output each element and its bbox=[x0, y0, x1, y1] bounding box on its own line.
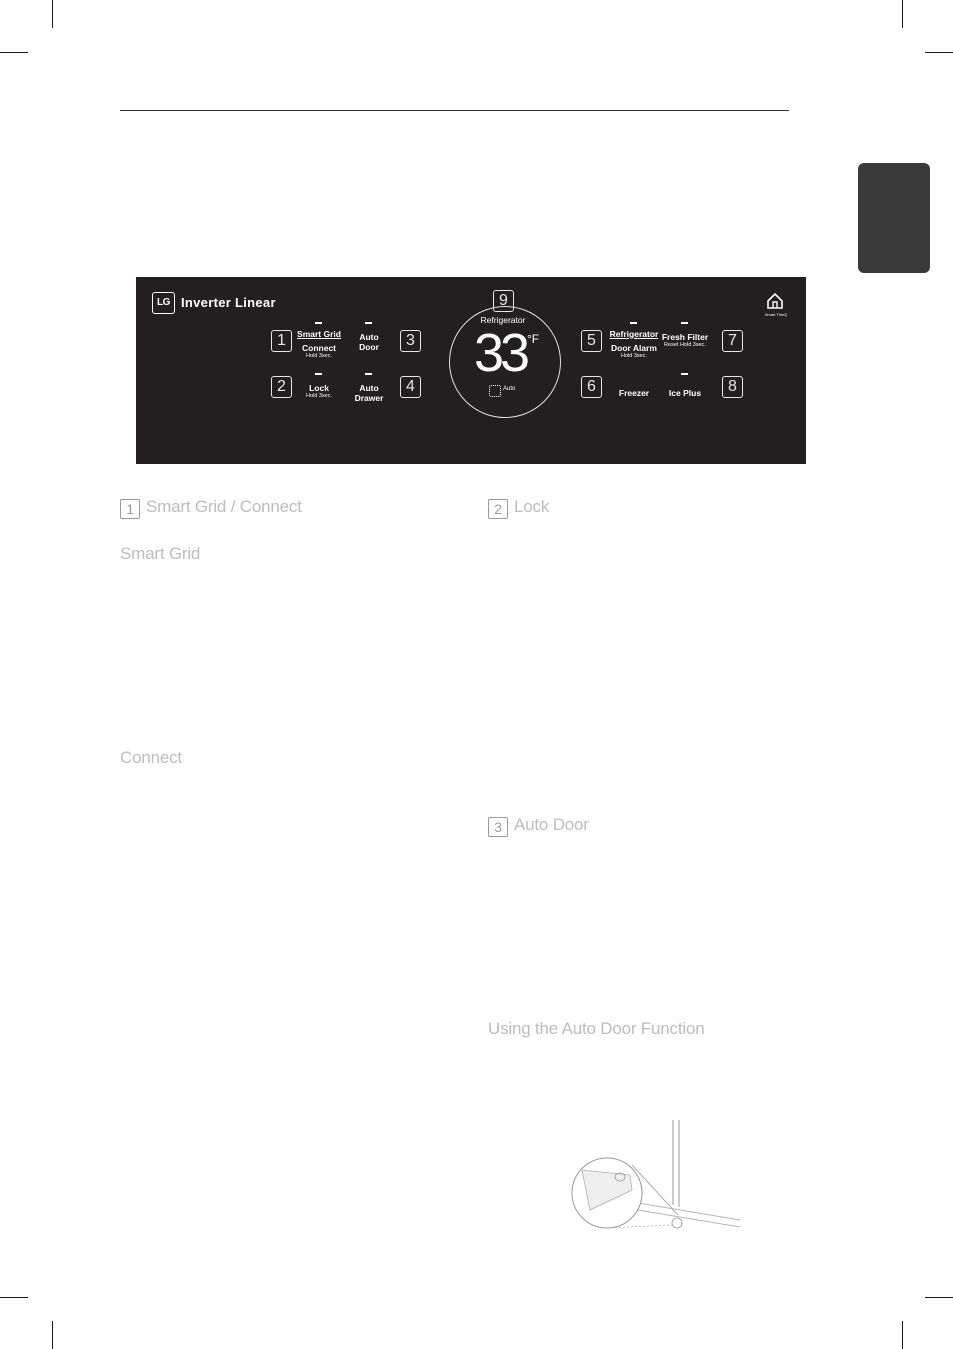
crop-mark bbox=[925, 52, 953, 53]
smart-grid-text: Smart Grid bbox=[297, 329, 341, 339]
indicator-dash bbox=[630, 322, 637, 324]
crop-mark bbox=[52, 1321, 53, 1349]
hold-note: Hold 3sec. bbox=[306, 393, 332, 399]
chapter-tab bbox=[858, 163, 930, 273]
crop-mark bbox=[0, 1297, 28, 1298]
button-number-2: 2 bbox=[271, 376, 292, 398]
connect-text: Connect bbox=[302, 343, 336, 353]
smart-thinq-label: Smart ThinQ bbox=[764, 312, 788, 317]
crop-mark bbox=[925, 1297, 953, 1298]
button-number-5: 5 bbox=[581, 330, 602, 352]
fresh-filter-text: Fresh Filter bbox=[661, 332, 709, 342]
auto-text: Auto bbox=[359, 383, 379, 393]
button-number-9: 9 bbox=[493, 290, 514, 312]
lg-logo: LG bbox=[152, 292, 175, 314]
door-text: Door bbox=[359, 342, 379, 352]
auto-text: Auto bbox=[359, 332, 379, 342]
indicator-dash bbox=[315, 322, 322, 324]
door-illustration bbox=[560, 1115, 745, 1235]
section-title: Lock bbox=[514, 497, 550, 516]
lock-text: Lock bbox=[309, 383, 329, 393]
ice-plus-label: Ice Plus bbox=[668, 388, 702, 398]
button-number-3: 3 bbox=[400, 330, 421, 352]
door-alarm-text: Door Alarm bbox=[611, 343, 657, 353]
section-title: Auto Door bbox=[514, 815, 589, 834]
indicator-dash bbox=[365, 322, 372, 324]
home-icon bbox=[766, 292, 784, 310]
subheading-smart-grid: Smart Grid bbox=[120, 544, 201, 563]
indicator-dash bbox=[365, 373, 372, 375]
button-number-8: 8 bbox=[722, 376, 743, 398]
hold-note: Hold 3sec. bbox=[306, 353, 332, 359]
crop-mark bbox=[0, 52, 28, 53]
section-number: 1 bbox=[120, 499, 140, 519]
auto-mode-text: Auto bbox=[503, 386, 516, 392]
grid-icon bbox=[489, 385, 501, 397]
refrigerator-text: Refrigerator bbox=[609, 329, 659, 339]
freezer-label: Freezer bbox=[618, 388, 650, 398]
auto-drawer-label bbox=[334, 383, 404, 403]
brand-label: Inverter Linear bbox=[181, 295, 276, 310]
drawer-text: Drawer bbox=[354, 393, 384, 403]
auto-door-label bbox=[334, 332, 404, 352]
fresh-filter-label bbox=[650, 332, 720, 349]
button-number-7: 7 bbox=[722, 330, 743, 352]
section-heading-smart-grid-connect bbox=[120, 497, 302, 519]
crop-mark bbox=[902, 1321, 903, 1349]
crop-mark bbox=[902, 0, 903, 28]
subheading-using-auto-door: Using the Auto Door Function bbox=[488, 1019, 705, 1038]
hold-note: Hold 3sec. bbox=[621, 353, 647, 359]
section-heading-lock bbox=[488, 497, 549, 519]
button-number-6: 6 bbox=[581, 376, 602, 398]
control-panel bbox=[136, 277, 806, 464]
subheading-connect: Connect bbox=[120, 748, 182, 767]
reset-note: Reset Hold 3sec. bbox=[664, 342, 706, 348]
button-number-1: 1 bbox=[271, 330, 292, 352]
indicator-dash bbox=[315, 373, 322, 375]
temperature-unit: °F bbox=[527, 332, 540, 346]
section-title: Smart Grid / Connect bbox=[146, 497, 302, 516]
crop-mark bbox=[52, 0, 53, 28]
refrigerator-title: Refrigerator bbox=[480, 315, 526, 325]
section-heading-auto-door bbox=[488, 815, 589, 837]
header-rule bbox=[120, 110, 789, 111]
button-number-4: 4 bbox=[400, 376, 421, 398]
indicator-dash bbox=[681, 322, 688, 324]
indicator-dash bbox=[681, 373, 688, 375]
section-number: 3 bbox=[488, 817, 508, 837]
section-number: 2 bbox=[488, 499, 508, 519]
temperature-value: 33 bbox=[474, 323, 527, 383]
